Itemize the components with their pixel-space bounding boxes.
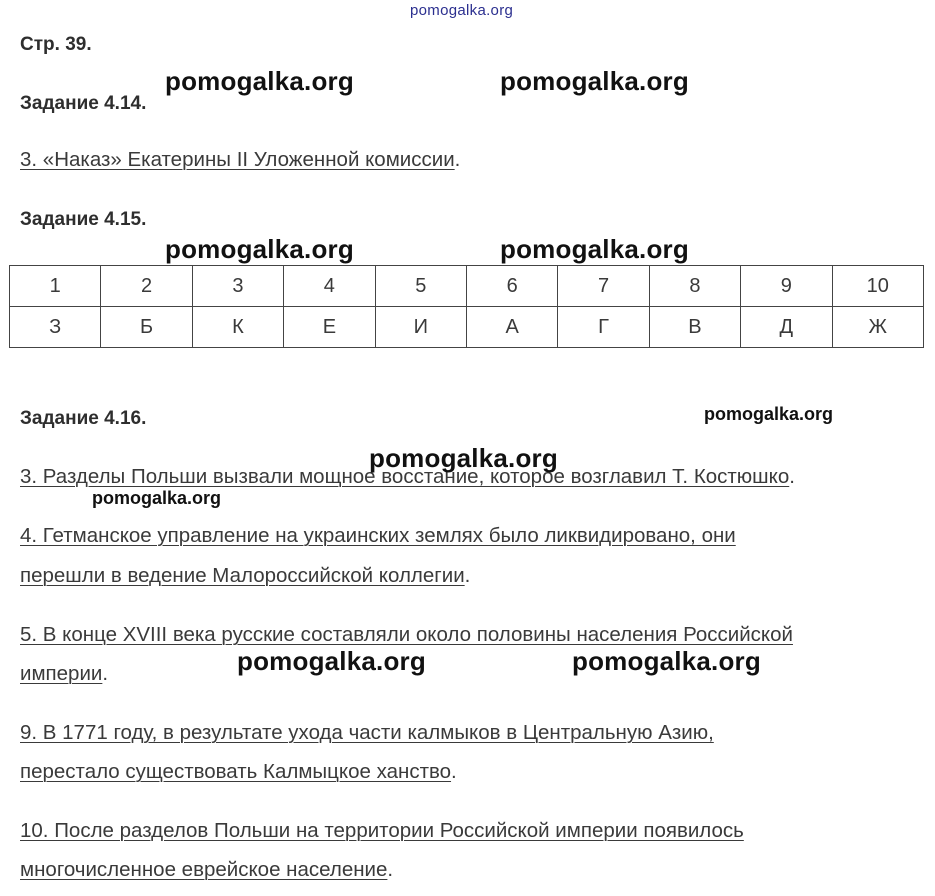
table-cell-number: 8 (649, 266, 740, 307)
task-4-15-heading: Задание 4.15. (20, 209, 147, 230)
table-cell-letter: З (10, 307, 101, 348)
table-cell-number: 3 (192, 266, 283, 307)
answer-line (20, 524, 736, 548)
table-cell-letter: Д (741, 307, 832, 348)
answer-text: 4. Гетманское управление на украинских землях было ликвидировано, они (20, 524, 736, 547)
table-cell-letter: И (375, 307, 466, 348)
watermark: pomogalka.org (500, 234, 689, 264)
table-cell-letter: Б (101, 307, 192, 348)
answer-line (20, 662, 108, 686)
answer-line (20, 623, 793, 647)
table-cell-letter: Г (558, 307, 649, 348)
answer-text: 3. Разделы Польши вызвали мощное восстание, которое возглавил Т. Костюшко (20, 465, 790, 488)
answer-text: империи (20, 662, 103, 685)
answer-punct: . (451, 760, 457, 783)
answer-line (20, 721, 714, 745)
answer-line (20, 819, 744, 843)
task-4-14-answer-punct: . (454, 148, 461, 171)
top-watermark: pomogalka.org (410, 2, 514, 19)
watermark: pomogalka.org (369, 443, 558, 473)
answer-text: 5. В конце XVIII века русские составляли около половины населения Российской (20, 623, 793, 646)
answer-text: 10. После разделов Польши на территории Российской империи появилось (20, 819, 744, 842)
answer-table-numbers-row (10, 266, 924, 307)
answer-text: многочисленное еврейское население (20, 858, 388, 881)
answer-punct: . (102, 662, 109, 685)
task-4-14-answer (20, 148, 460, 172)
table-cell-number: 9 (741, 266, 832, 307)
table-cell-letter: Е (284, 307, 375, 348)
answer-punct: . (789, 465, 795, 488)
table-cell-number: 1 (10, 266, 101, 307)
table-cell-letter: В (649, 307, 740, 348)
watermark: pomogalka.org (572, 646, 761, 676)
table-cell-letter: К (192, 307, 283, 348)
answer-text: перестало существовать Калмыцкое ханство (20, 760, 452, 783)
table-cell-number: 5 (375, 266, 466, 307)
table-cell-letter: А (466, 307, 557, 348)
table-cell-number: 6 (466, 266, 557, 307)
table-cell-number: 2 (101, 266, 192, 307)
answer-line (20, 858, 393, 882)
page-number: Стр. 39. (20, 34, 92, 55)
answer-text: 9. В 1771 году, в результате ухода части калмыков в Центральную Азию, (20, 721, 714, 744)
answer-table (9, 265, 924, 348)
task-4-16-heading: Задание 4.16. (20, 408, 147, 429)
task-4-14-heading: Задание 4.14. (20, 93, 147, 114)
task-4-14-answer-text: 3. «Наказ» Екатерины II Уложенной комиссии (20, 148, 455, 171)
watermark: pomogalka.org (92, 488, 222, 508)
answer-punct: . (464, 564, 471, 587)
table-cell-number: 4 (284, 266, 375, 307)
table-cell-number: 7 (558, 266, 649, 307)
answer-line (20, 760, 457, 784)
answer-line (20, 564, 470, 588)
table-cell-number: 10 (832, 266, 923, 307)
table-cell-letter: Ж (832, 307, 923, 348)
answer-text: перешли в ведение Малороссийской коллегии (20, 564, 465, 587)
watermark: pomogalka.org (237, 646, 426, 676)
watermark: pomogalka.org (704, 404, 834, 424)
watermark: pomogalka.org (165, 66, 354, 96)
watermark: pomogalka.org (165, 234, 354, 264)
answer-table-letters-row (10, 307, 924, 348)
watermark: pomogalka.org (500, 66, 689, 96)
answer-punct: . (387, 858, 394, 881)
